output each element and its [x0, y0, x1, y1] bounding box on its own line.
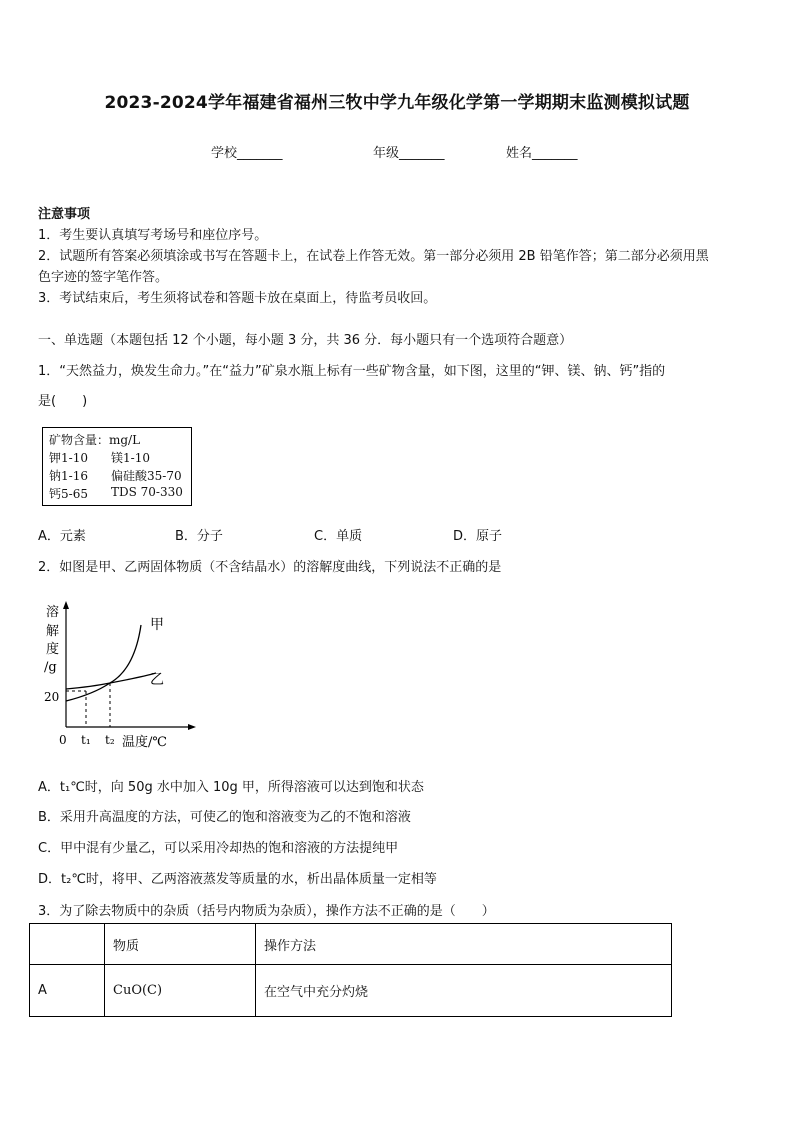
mineral-label-header: 矿物含量：mg/L [49, 433, 141, 447]
q1-option-b: B．分子 [175, 529, 223, 544]
name-field: 姓名_______ [506, 146, 578, 161]
mineral-calcium: 钙5-65 [49, 487, 88, 501]
mineral-metasilicic-acid: 偏硅酸35-70 [111, 469, 182, 483]
q2-option-b: B．采用升高温度的方法，可使乙的饱和溶液变为乙的不饱和溶液 [38, 810, 411, 825]
note-item: 2．试题所有答案必须填涂或书写在答题卡上，在试卷上作答无效。第一部分必须用 2B 铅笔作答；第二部分必须用黑 [38, 249, 709, 264]
mineral-magnesium: 镁1-10 [111, 451, 150, 465]
y-label-char: 度 [46, 642, 60, 657]
solubility-curve-graph [38, 595, 208, 755]
table-cell: 在空气中充分灼烧 [256, 965, 672, 1017]
table-cell: CuO(C) [105, 965, 256, 1017]
q1-option-d: D．原子 [453, 529, 503, 544]
q1-stem-line1: 1．“天然益力，焕发生命力。”在“益力”矿泉水瓶上标有一些矿物含量，如下图，这里的“钾、镁、钠、钙”指的 [38, 364, 666, 379]
school-field: 学校_______ [211, 146, 283, 161]
table-header-cell: 操作方法 [256, 924, 672, 965]
mineral-tds: TDS 70-330 [111, 485, 183, 499]
q2-option-c: C．甲中混有少量乙，可以采用冷却热的饱和溶液的方法提纯甲 [38, 841, 399, 856]
section-heading: 一、单选题（本题包括 12 个小题，每小题 3 分，共 36 分．每小题只有一个选项符合题意） [38, 333, 573, 348]
table-cell: A [30, 965, 105, 1017]
note-item: 1．考生要认真填写考场号和座位序号。 [38, 228, 268, 243]
notes-heading: 注意事项 [38, 207, 91, 222]
q1-option-c: C．单质 [314, 529, 363, 544]
mineral-potassium: 钾1-10 [49, 451, 88, 465]
table-header-cell [30, 924, 105, 965]
t2-label: t₂ [105, 733, 115, 747]
exam-title: 2023-2024学年福建省福州三牧中学九年级化学第一学期期末监测模拟试题 [104, 93, 690, 113]
curve-jia [66, 625, 141, 701]
curve-jia-label: 甲 [150, 617, 164, 633]
q1-stem-line2: 是( ) [38, 394, 88, 409]
mineral-label [42, 427, 192, 506]
table-row [30, 965, 672, 1017]
x-axis-label: 温度/℃ [122, 735, 167, 750]
note-item: 3．考试结束后，考生须将试卷和答题卡放在桌面上，待监考员收回。 [38, 291, 437, 306]
table-header-cell: 物质 [105, 924, 256, 965]
t1-label: t₁ [81, 733, 91, 747]
grade-field: 年级_______ [373, 146, 445, 161]
y-label-char: 溶 [46, 605, 60, 620]
q2-option-d: D．t₂℃时，将甲、乙两溶液蒸发等质量的水，析出晶体质量一定相等 [38, 872, 437, 887]
origin-label: 0 [59, 733, 67, 747]
curve-yi-label: 乙 [150, 672, 164, 688]
table-header-row [30, 924, 672, 965]
y-axis-arrow [63, 601, 69, 609]
q3-table [29, 923, 672, 1017]
curve-yi [66, 673, 156, 689]
q2-stem: 2．如图是甲、乙两固体物质（不含结晶水）的溶解度曲线，下列说法不正确的是 [38, 560, 502, 575]
x-axis-arrow [188, 724, 196, 730]
note-item: 色字迹的签字笔作答。 [38, 270, 169, 285]
q3-stem: 3．为了除去物质中的杂质（括号内物质为杂质），操作方法不正确的是（ ） [38, 904, 495, 919]
q1-option-a: A．元素 [38, 529, 86, 544]
y-label-unit: /g [44, 660, 57, 675]
mineral-sodium: 钠1-16 [49, 469, 88, 483]
q2-option-a: A．t₁℃时，向 50g 水中加入 10g 甲，所得溶液可以达到饱和状态 [38, 780, 424, 795]
y-tick-20: 20 [44, 690, 60, 704]
y-label-char: 解 [46, 624, 60, 639]
